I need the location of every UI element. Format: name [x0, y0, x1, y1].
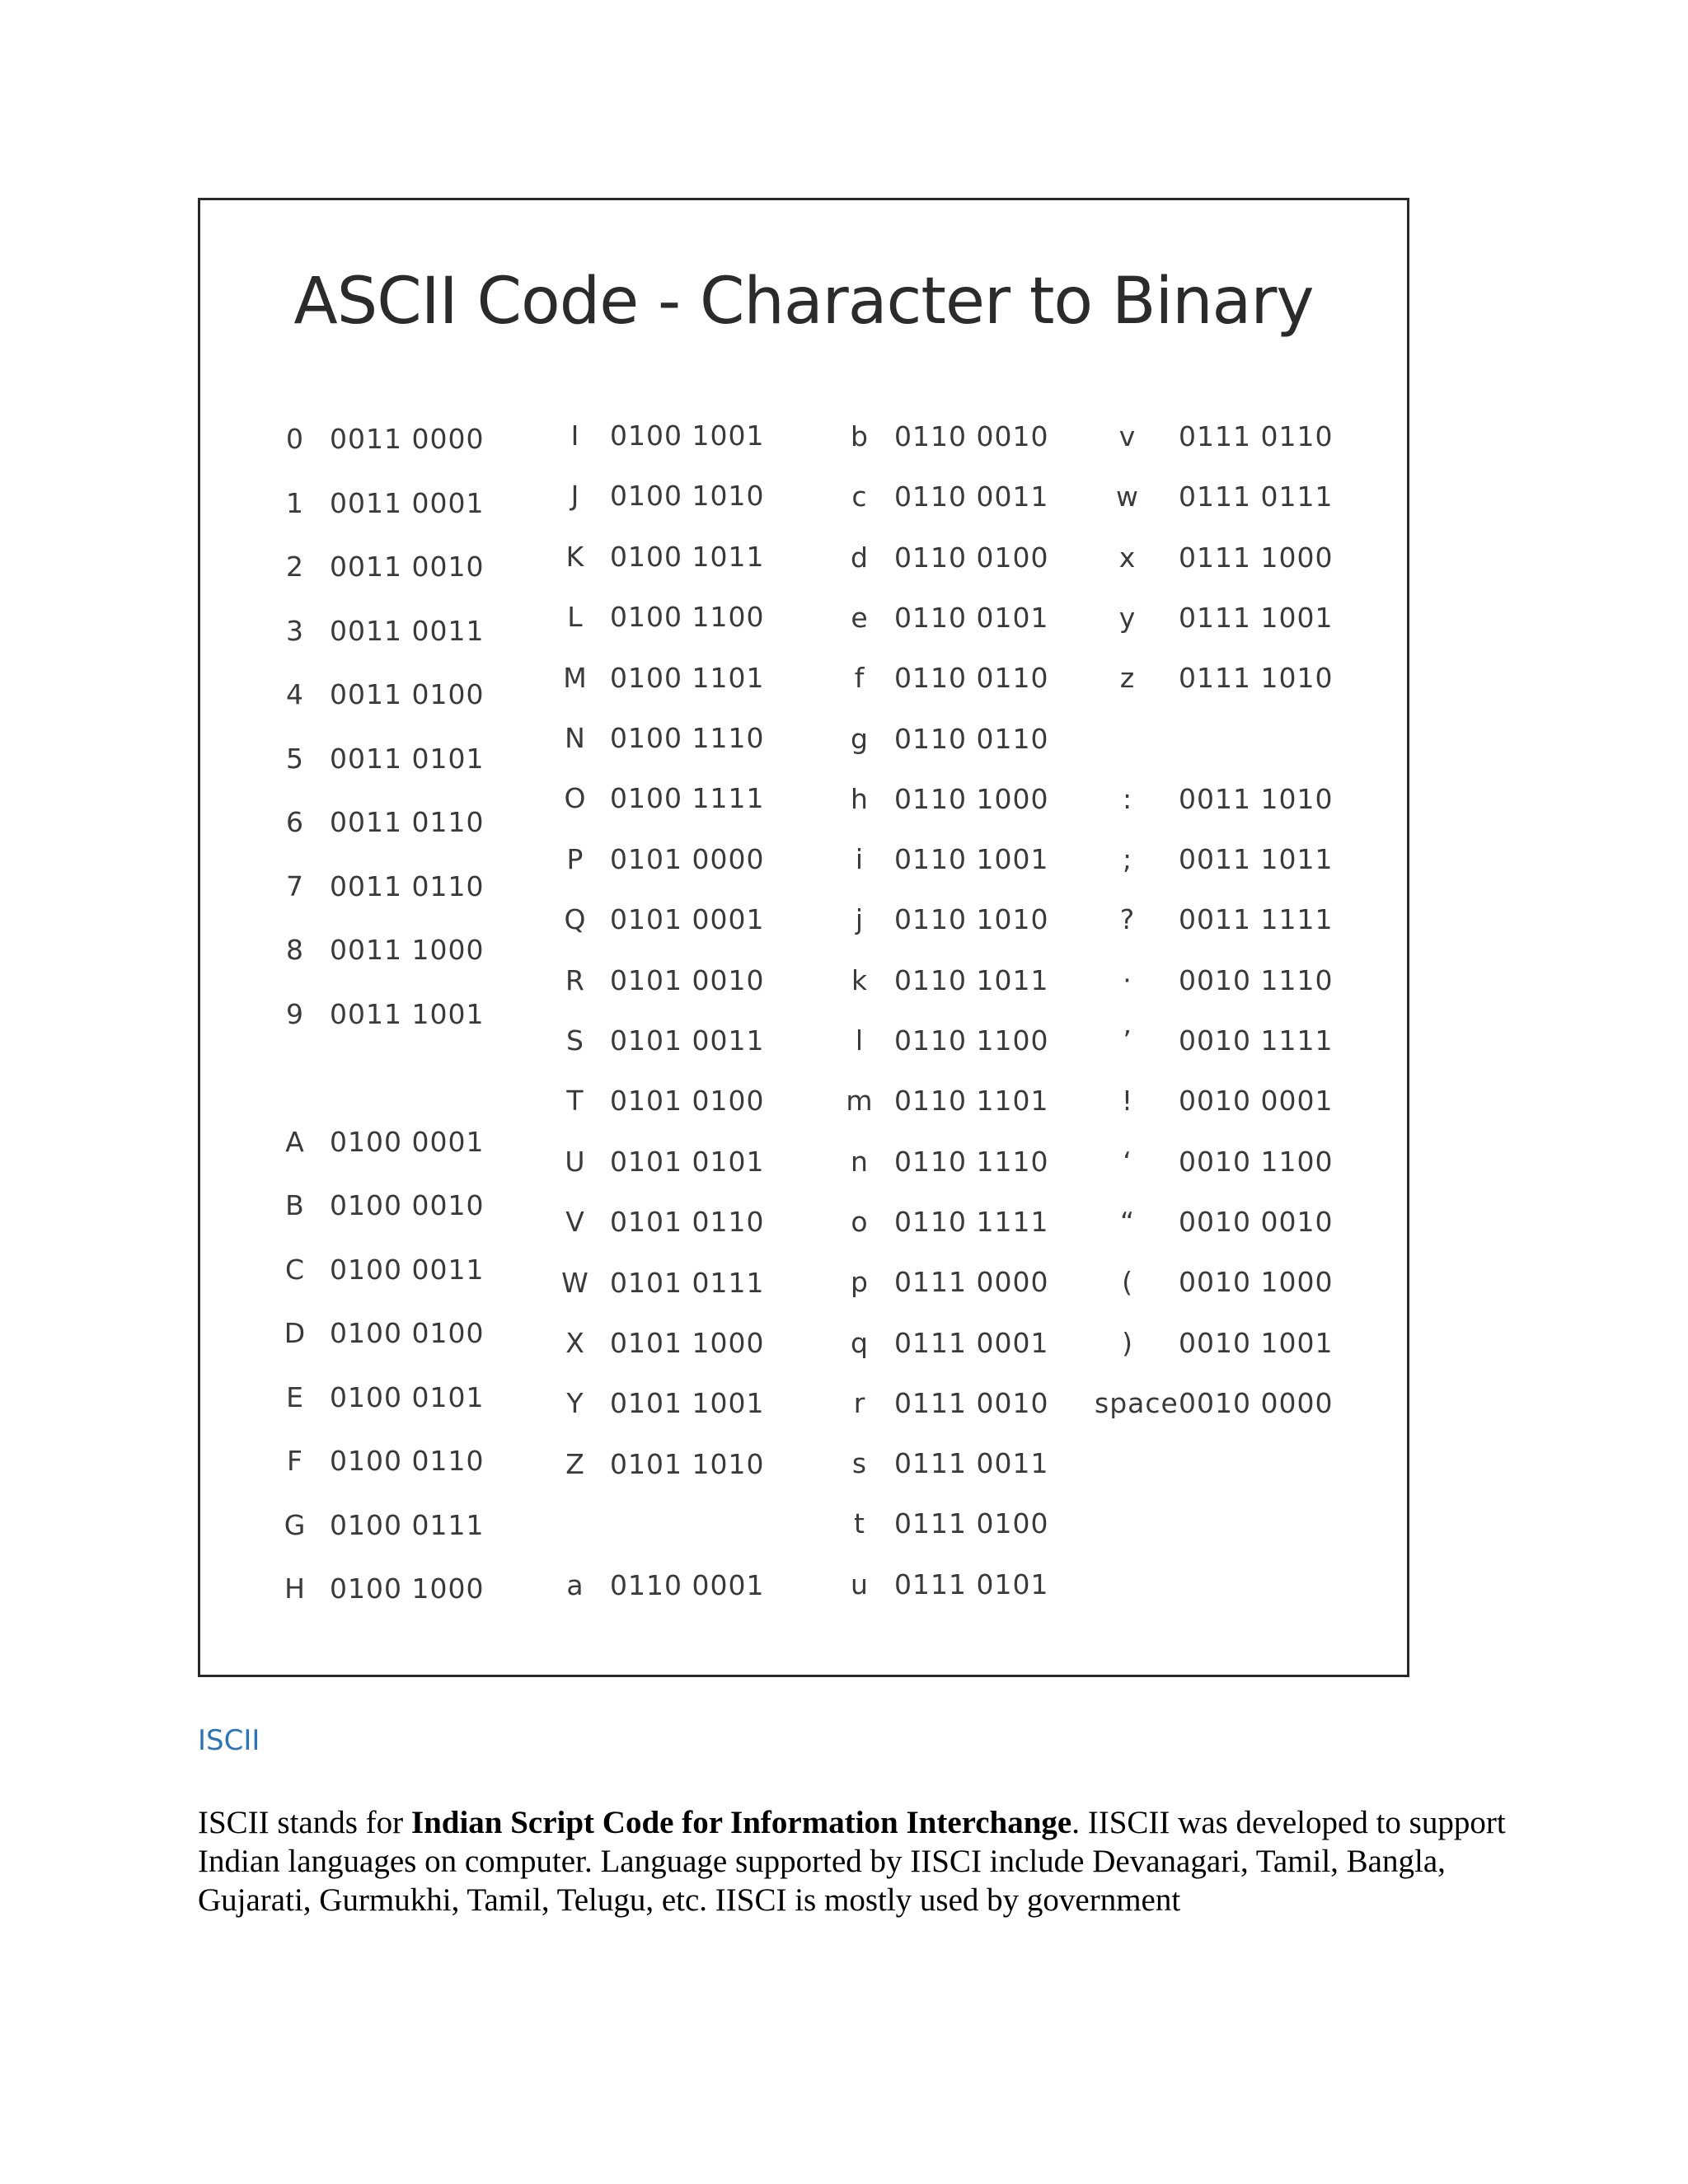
- ascii-entry: [843, 1085, 1048, 1117]
- ascii-binary-code: 0111 0101: [894, 1568, 1049, 1601]
- ascii-binary-code: 0010 1001: [1179, 1327, 1334, 1359]
- ascii-binary-code: 0111 0110: [1179, 420, 1334, 452]
- ascii-binary-code: 0100 1100: [610, 601, 765, 633]
- ascii-entry: [279, 423, 484, 455]
- ascii-char: y: [1118, 602, 1137, 634]
- ascii-entry: [559, 419, 764, 452]
- ascii-binary-code: 0101 1000: [610, 1327, 765, 1359]
- ascii-binary-code: 0011 0011: [330, 615, 485, 647]
- ascii-entry: [1095, 1146, 1333, 1178]
- ascii-binary-code: 0010 1110: [1179, 964, 1334, 996]
- ascii-binary-code: 0100 1011: [610, 541, 765, 573]
- ascii-entry: [843, 1024, 1048, 1057]
- ascii-entry: [279, 487, 484, 519]
- ascii-entry: [279, 1381, 484, 1413]
- ascii-entry: [843, 1568, 1048, 1601]
- ascii-char: n: [851, 1146, 869, 1178]
- ascii-binary-code: 0101 0000: [610, 843, 765, 875]
- ascii-entry: [843, 964, 1048, 996]
- ascii-char: W: [561, 1267, 589, 1299]
- ascii-entry: [1095, 602, 1333, 634]
- ascii-entry: [559, 480, 764, 512]
- ascii-char: m: [846, 1085, 874, 1117]
- ascii-binary-code: 0110 0101: [894, 602, 1049, 634]
- ascii-entry: [843, 541, 1048, 574]
- ascii-char: x: [1118, 541, 1137, 574]
- ascii-binary-code: 0110 0010: [894, 420, 1049, 452]
- ascii-entry: [1095, 1085, 1333, 1117]
- ascii-binary-code: 0100 0111: [330, 1509, 485, 1541]
- ascii-binary-code: 0010 0001: [1179, 1085, 1334, 1117]
- ascii-entry: [559, 722, 764, 754]
- ascii-char: L: [567, 601, 584, 633]
- ascii-binary-code: 0110 1110: [894, 1146, 1049, 1178]
- ascii-binary-code: 0110 1111: [894, 1206, 1049, 1238]
- ascii-entry: [1095, 480, 1333, 513]
- ascii-entry: [279, 1445, 484, 1477]
- ascii-entry: [559, 1387, 764, 1419]
- ascii-char: h: [851, 783, 869, 815]
- ascii-binary-code: 0100 1111: [610, 782, 765, 814]
- ascii-binary-code: 0110 1001: [894, 843, 1049, 875]
- ascii-binary-code: 0011 1000: [330, 934, 485, 966]
- ascii-entry: [279, 1189, 484, 1221]
- ascii-binary-code: 0100 0001: [330, 1126, 485, 1158]
- ascii-char: f: [854, 662, 865, 694]
- ascii-entry: [279, 1572, 484, 1605]
- ascii-char: l: [855, 1024, 865, 1057]
- ascii-entry: [559, 1569, 764, 1601]
- ascii-entry: [1095, 541, 1333, 574]
- section-heading: ISCII: [198, 1724, 260, 1757]
- ascii-binary-code: 0111 0000: [894, 1266, 1049, 1298]
- ascii-binary-code: 0100 0010: [330, 1189, 485, 1221]
- ascii-entry: [279, 998, 484, 1030]
- ascii-entry: [559, 1024, 764, 1057]
- ascii-entry: [559, 843, 764, 875]
- ascii-char: j: [855, 903, 865, 935]
- ascii-binary-code: 0011 1111: [1179, 903, 1334, 935]
- ascii-char: 4: [286, 678, 304, 710]
- ascii-entry: [843, 723, 1048, 755]
- ascii-binary-code: 0100 1000: [330, 1572, 485, 1605]
- ascii-entry: [1095, 1327, 1333, 1359]
- ascii-char: 2: [286, 551, 304, 583]
- ascii-entry: [843, 1507, 1048, 1540]
- ascii-char: M: [563, 662, 588, 694]
- ascii-char: T: [566, 1085, 584, 1117]
- ascii-char: :: [1122, 783, 1133, 815]
- ascii-entry: [843, 1447, 1048, 1479]
- ascii-char: ·: [1123, 964, 1132, 996]
- ascii-binary-code: 0010 1100: [1179, 1146, 1334, 1178]
- ascii-entry: [559, 782, 764, 814]
- ascii-char: c: [851, 480, 868, 513]
- ascii-char: r: [853, 1387, 866, 1419]
- ascii-binary-code: 0111 0001: [894, 1327, 1049, 1359]
- ascii-char: d: [851, 541, 869, 574]
- ascii-char: s: [851, 1447, 868, 1479]
- ascii-binary-code: 0101 0101: [610, 1146, 765, 1178]
- ascii-binary-code: 0111 0010: [894, 1387, 1049, 1419]
- ascii-binary-code: 0011 0110: [330, 806, 485, 838]
- ascii-char: w: [1116, 480, 1139, 513]
- ascii-binary-code: 0111 0100: [894, 1507, 1049, 1540]
- ascii-binary-code: 0101 0111: [610, 1267, 765, 1299]
- ascii-binary-code: 0011 0101: [330, 743, 485, 775]
- ascii-binary-code: 0100 1001: [610, 419, 765, 452]
- ascii-char: ;: [1122, 843, 1133, 875]
- ascii-binary-code: 0101 0010: [610, 964, 765, 996]
- ascii-char: K: [565, 541, 585, 573]
- ascii-entry: [1095, 903, 1333, 935]
- ascii-char: V: [565, 1206, 585, 1238]
- ascii-char: 1: [286, 487, 304, 519]
- ascii-char: ʻ: [1123, 1146, 1132, 1178]
- ascii-char: X: [565, 1327, 585, 1359]
- ascii-char: i: [855, 843, 865, 875]
- ascii-binary-code: 0101 0011: [610, 1024, 765, 1057]
- ascii-binary-code: 0100 0110: [330, 1445, 485, 1477]
- ascii-binary-code: 0110 0011: [894, 480, 1049, 513]
- ascii-entry: [843, 1327, 1048, 1359]
- ascii-char: ʼ: [1123, 1024, 1132, 1057]
- ascii-entry: [1095, 783, 1333, 815]
- ascii-entry: [843, 843, 1048, 875]
- body-paragraph: [198, 1803, 1517, 1919]
- ascii-char: o: [851, 1206, 869, 1238]
- ascii-binary-code: 0100 1101: [610, 662, 765, 694]
- ascii-char: 7: [286, 870, 304, 902]
- ascii-binary-code: 0111 0111: [1179, 480, 1334, 513]
- ascii-binary-code: 0011 0110: [330, 870, 485, 902]
- figure-title: ASCII Code - Character to Binary: [293, 265, 1314, 339]
- ascii-entry: [279, 551, 484, 583]
- ascii-binary-code: 0110 0110: [894, 662, 1049, 694]
- ascii-binary-code: 0111 1010: [1179, 662, 1334, 694]
- ascii-char: 0: [286, 423, 304, 455]
- ascii-char: E: [286, 1381, 304, 1413]
- ascii-binary-code: 0010 1111: [1179, 1024, 1334, 1057]
- ascii-binary-code: 0101 1001: [610, 1387, 765, 1419]
- ascii-binary-code: 0011 1001: [330, 998, 485, 1030]
- ascii-entry: [1095, 1206, 1333, 1238]
- ascii-char: H: [284, 1572, 306, 1605]
- ascii-binary-code: 0110 1011: [894, 964, 1049, 996]
- ascii-char: D: [284, 1317, 307, 1349]
- ascii-char: !: [1121, 1085, 1134, 1117]
- ascii-char: I: [570, 419, 580, 452]
- ascii-entry: [843, 420, 1048, 452]
- ascii-binary-code: 0111 0011: [894, 1447, 1049, 1479]
- ascii-char: 6: [286, 806, 304, 838]
- ascii-entry: [279, 1254, 484, 1286]
- ascii-entry: [1095, 1024, 1333, 1057]
- ascii-binary-code: 0110 1101: [894, 1085, 1049, 1117]
- ascii-char: Q: [564, 903, 587, 935]
- ascii-entry: [843, 602, 1048, 634]
- ascii-entry: [559, 1146, 764, 1178]
- ascii-char: C: [284, 1254, 306, 1286]
- ascii-entry: [1095, 964, 1333, 996]
- ascii-char: U: [565, 1146, 586, 1178]
- ascii-binary-code: 0010 0010: [1179, 1206, 1334, 1238]
- ascii-entry: [279, 1509, 484, 1541]
- ascii-table-figure: [198, 198, 1409, 1677]
- ascii-binary-code: 0011 0100: [330, 678, 485, 710]
- ascii-char: S: [566, 1024, 584, 1057]
- ascii-char: 3: [286, 615, 304, 647]
- ascii-entry: [559, 601, 764, 633]
- ascii-binary-code: 0110 0001: [610, 1569, 765, 1601]
- ascii-char: “: [1119, 1206, 1136, 1238]
- ascii-entry: [843, 1206, 1048, 1238]
- ascii-binary-code: 0100 1010: [610, 480, 765, 512]
- ascii-binary-code: 0101 0110: [610, 1206, 765, 1238]
- ascii-binary-code: 0100 0011: [330, 1254, 485, 1286]
- para-prefix: ISCII stands for: [198, 1805, 411, 1840]
- ascii-entry: [843, 783, 1048, 815]
- ascii-binary-code: 0111 1001: [1179, 602, 1334, 634]
- ascii-char: N: [565, 722, 586, 754]
- ascii-char: p: [851, 1266, 869, 1298]
- ascii-char: k: [851, 964, 869, 996]
- ascii-binary-code: 0101 0100: [610, 1085, 765, 1117]
- ascii-char: z: [1119, 662, 1136, 694]
- ascii-entry: [1095, 843, 1333, 875]
- ascii-entry: [559, 541, 764, 573]
- ascii-entry: [279, 1126, 484, 1158]
- para-bold: Indian Script Code for Information Interchange: [410, 1805, 1072, 1840]
- ascii-binary-code: 0101 1010: [610, 1448, 765, 1480]
- ascii-char: b: [851, 420, 869, 452]
- ascii-char: (: [1122, 1266, 1133, 1298]
- ascii-char: R: [565, 964, 585, 996]
- ascii-char: B: [285, 1189, 305, 1221]
- ascii-entry: [843, 1146, 1048, 1178]
- ascii-binary-code: 0100 1110: [610, 722, 765, 754]
- ascii-entry: [279, 870, 484, 902]
- ascii-entry: [843, 1266, 1048, 1298]
- ascii-entry: [559, 1206, 764, 1238]
- ascii-char: q: [851, 1327, 869, 1359]
- ascii-entry: [279, 934, 484, 966]
- ascii-char: O: [564, 782, 587, 814]
- ascii-char: u: [851, 1568, 869, 1601]
- ascii-char: t: [854, 1507, 865, 1540]
- ascii-char: J: [570, 480, 580, 512]
- ascii-binary-code: 0010 0000: [1179, 1387, 1334, 1419]
- ascii-entry: [559, 1267, 764, 1299]
- ascii-entry: [1095, 1387, 1333, 1419]
- ascii-char: v: [1118, 420, 1137, 452]
- ascii-binary-code: 0110 0100: [894, 541, 1049, 574]
- ascii-entry: [1095, 1266, 1333, 1298]
- ascii-binary-code: 0011 0000: [330, 423, 485, 455]
- ascii-binary-code: 0111 1000: [1179, 541, 1334, 574]
- ascii-char: ?: [1119, 903, 1136, 935]
- ascii-entry: [559, 1085, 764, 1117]
- ascii-entry: [279, 806, 484, 838]
- ascii-entry: [279, 1317, 484, 1349]
- ascii-binary-code: 0100 0101: [330, 1381, 485, 1413]
- ascii-char: 5: [286, 743, 304, 775]
- ascii-binary-code: 0110 1100: [894, 1024, 1049, 1057]
- ascii-binary-code: 0011 1010: [1179, 783, 1334, 815]
- ascii-char: a: [566, 1569, 584, 1601]
- ascii-entry: [843, 903, 1048, 935]
- ascii-char: ): [1122, 1327, 1133, 1359]
- ascii-binary-code: 0110 1000: [894, 783, 1049, 815]
- ascii-entry: [1095, 662, 1333, 694]
- ascii-entry: [279, 615, 484, 647]
- ascii-char: g: [851, 723, 869, 755]
- ascii-entry: [843, 480, 1048, 513]
- ascii-char: 8: [286, 934, 304, 966]
- ascii-entry: [843, 1387, 1048, 1419]
- ascii-entry: [1095, 420, 1333, 452]
- ascii-binary-code: 0011 1011: [1179, 843, 1334, 875]
- ascii-binary-code: 0100 0100: [330, 1317, 485, 1349]
- ascii-entry: [279, 743, 484, 775]
- ascii-char: G: [284, 1509, 307, 1541]
- ascii-char: Z: [565, 1448, 585, 1480]
- ascii-entry: [279, 678, 484, 710]
- ascii-entry: [559, 1327, 764, 1359]
- ascii-entry: [843, 662, 1048, 694]
- ascii-entry: [559, 1448, 764, 1480]
- ascii-char: P: [566, 843, 584, 875]
- para-rest: . IISCII was developed to support Indian languages on computer. Language supported by IISCI include Devanagari, Tamil, Bangla, Gujarati, Gurmukhi, Tamil, Telugu, etc. IISCI is mostly used by government: [198, 1805, 1506, 1918]
- ascii-binary-code: 0010 1000: [1179, 1266, 1334, 1298]
- ascii-entry: [559, 964, 764, 996]
- ascii-binary-code: 0110 0110: [894, 723, 1049, 755]
- ascii-char: 9: [286, 998, 304, 1030]
- ascii-entry: [559, 903, 764, 935]
- ascii-char: A: [285, 1126, 305, 1158]
- ascii-binary-code: 0011 0010: [330, 551, 485, 583]
- ascii-binary-code: 0110 1010: [894, 903, 1049, 935]
- ascii-binary-code: 0011 0001: [330, 487, 485, 519]
- ascii-char: space: [1095, 1387, 1179, 1419]
- ascii-char: Y: [566, 1387, 584, 1419]
- ascii-char: F: [287, 1445, 303, 1477]
- ascii-binary-code: 0101 0001: [610, 903, 765, 935]
- ascii-entry: [559, 662, 764, 694]
- ascii-char: e: [851, 602, 869, 634]
